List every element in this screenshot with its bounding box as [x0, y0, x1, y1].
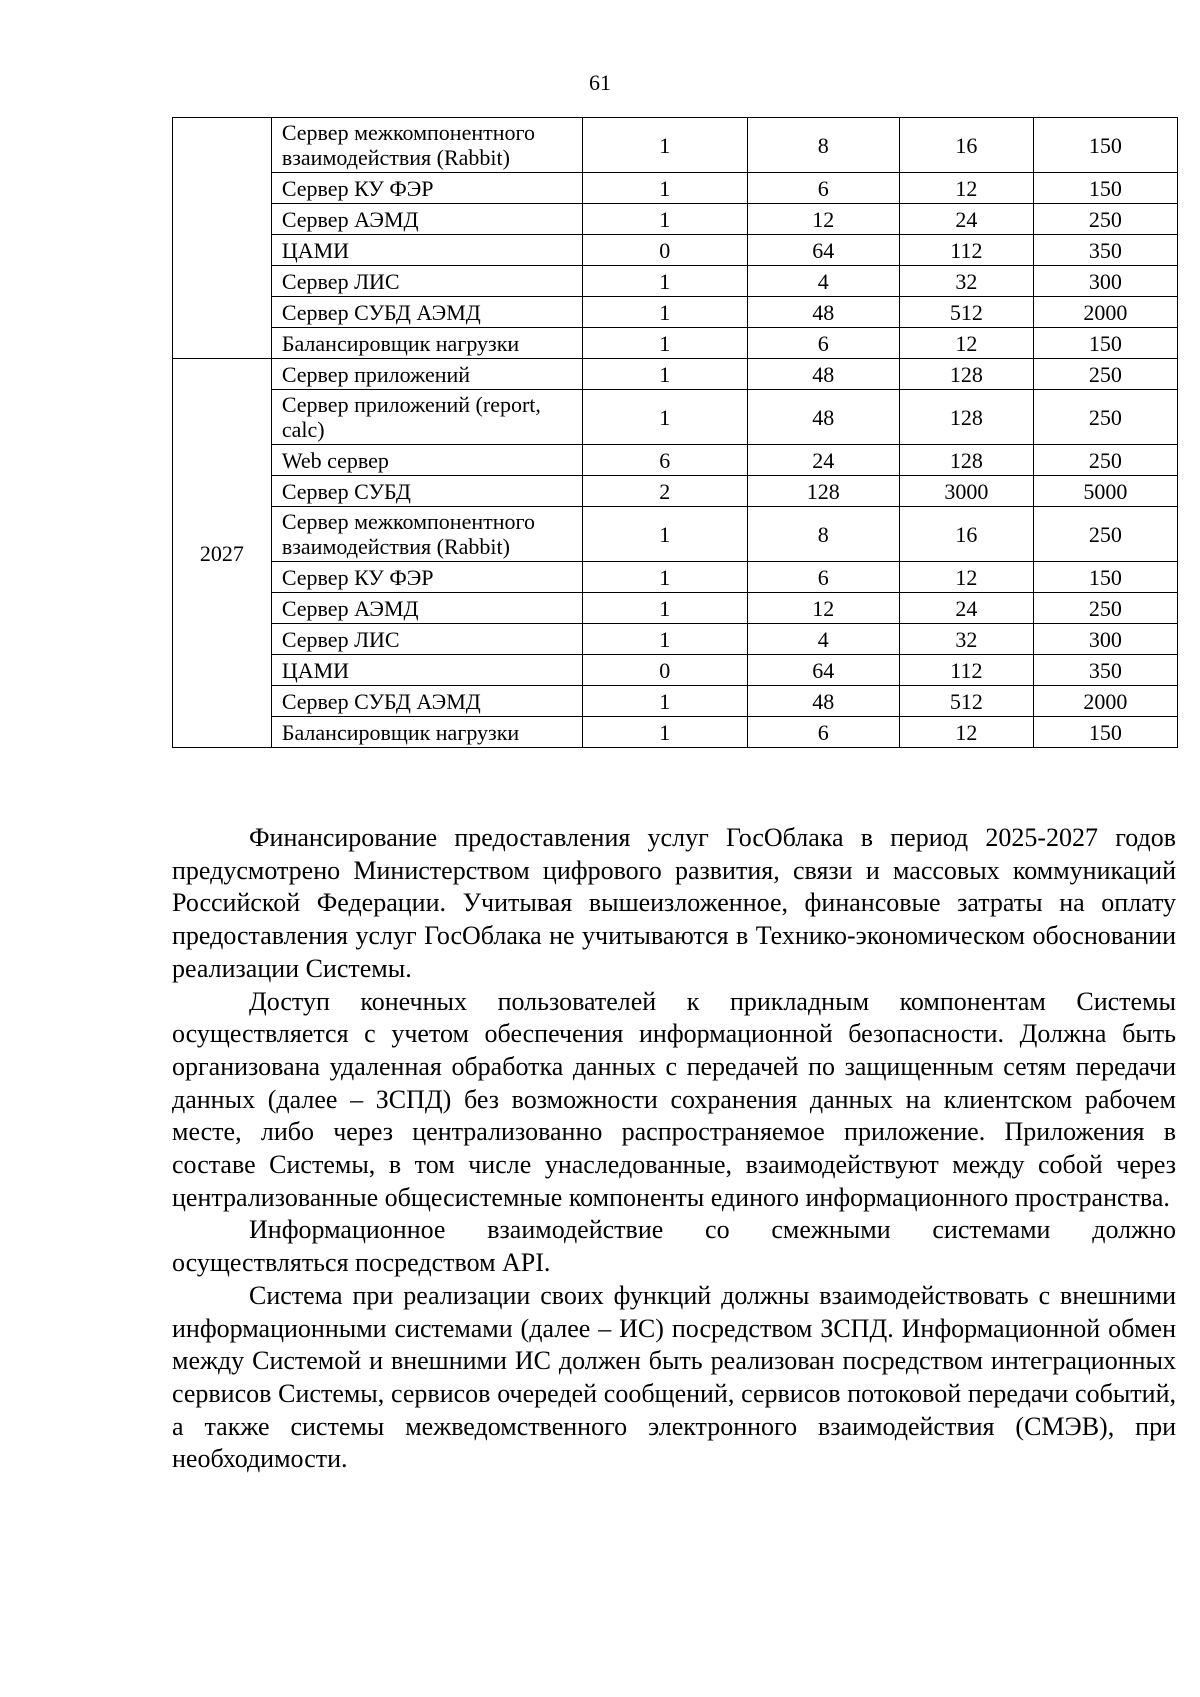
value-cell-c3: 512 [899, 686, 1033, 717]
value-cell-c4: 2000 [1033, 297, 1177, 328]
value-cell-c4: 250 [1033, 359, 1177, 390]
value-cell-c4: 150 [1033, 717, 1177, 748]
table-row [173, 328, 1178, 359]
value-cell-c4: 150 [1033, 328, 1177, 359]
value-cell-c1: 1 [582, 297, 747, 328]
value-cell-c1: 1 [582, 173, 747, 204]
value-cell-c2: 48 [747, 390, 899, 445]
value-cell-c1: 2 [582, 476, 747, 507]
table-row [173, 655, 1178, 686]
server-name-cell: Сервер межкомпонентного взаимодействия (Rabbit) [271, 507, 582, 562]
table-body [173, 118, 1178, 748]
value-cell-c1: 1 [582, 328, 747, 359]
value-cell-c4: 150 [1033, 562, 1177, 593]
value-cell-c4: 300 [1033, 624, 1177, 655]
value-cell-c4: 5000 [1033, 476, 1177, 507]
table-row [173, 686, 1178, 717]
value-cell-c4: 2000 [1033, 686, 1177, 717]
value-cell-c3: 128 [899, 359, 1033, 390]
table-row [173, 235, 1178, 266]
value-cell-c1: 1 [582, 562, 747, 593]
value-cell-c2: 6 [747, 328, 899, 359]
value-cell-c2: 6 [747, 173, 899, 204]
value-cell-c4: 250 [1033, 390, 1177, 445]
value-cell-c2: 8 [747, 118, 899, 173]
value-cell-c4: 250 [1033, 507, 1177, 562]
value-cell-c3: 32 [899, 624, 1033, 655]
value-cell-c2: 4 [747, 624, 899, 655]
value-cell-c3: 3000 [899, 476, 1033, 507]
table-row [173, 476, 1178, 507]
server-name-cell: Сервер приложений (report, calc) [271, 390, 582, 445]
server-name-cell: Сервер АЭМД [271, 593, 582, 624]
table-row [173, 624, 1178, 655]
server-name-cell: Web сервер [271, 445, 582, 476]
server-name-cell: Сервер СУБД АЭМД [271, 686, 582, 717]
value-cell-c3: 12 [899, 328, 1033, 359]
value-cell-c3: 512 [899, 297, 1033, 328]
table-row [173, 173, 1178, 204]
value-cell-c3: 12 [899, 562, 1033, 593]
server-name-cell: Сервер СУБД АЭМД [271, 297, 582, 328]
value-cell-c1: 1 [582, 593, 747, 624]
table-row [173, 445, 1178, 476]
value-cell-c2: 8 [747, 507, 899, 562]
server-name-cell: Сервер АЭМД [271, 204, 582, 235]
server-name-cell: Балансировщик нагрузки [271, 717, 582, 748]
table-row [173, 717, 1178, 748]
value-cell-c1: 1 [582, 507, 747, 562]
value-cell-c1: 1 [582, 624, 747, 655]
paragraph-access: Доступ конечных пользователей к прикладным компонентам Системы осуществляется с учетом обеспечения информационной безопасности. Должна быть организована удаленная обработка данных с передачей по защищенным сетям передачи данных (далее – ЗСПД) без возможности сохранения данных на клиентском рабочем месте, либо через централизованно распространяемое приложение. Приложения в составе Системы, в том числе унаследованные, взаимодействуют между собой через централизованные общесистемные компоненты единого информационного пространства. [172, 986, 1176, 1212]
table-row [173, 266, 1178, 297]
server-name-cell: Сервер КУ ФЭР [271, 173, 582, 204]
table-row [173, 593, 1178, 624]
server-name-cell: Сервер СУБД [271, 476, 582, 507]
value-cell-c2: 64 [747, 235, 899, 266]
value-cell-c1: 1 [582, 266, 747, 297]
server-name-cell: Сервер ЛИС [271, 266, 582, 297]
value-cell-c1: 0 [582, 235, 747, 266]
server-name-cell: Сервер приложений [271, 359, 582, 390]
value-cell-c2: 48 [747, 359, 899, 390]
value-cell-c4: 150 [1033, 118, 1177, 173]
table-row [173, 204, 1178, 235]
server-name-cell: Сервер межкомпонентного взаимодействия (Rabbit) [271, 118, 582, 173]
value-cell-c2: 64 [747, 655, 899, 686]
value-cell-c1: 1 [582, 359, 747, 390]
value-cell-c4: 150 [1033, 173, 1177, 204]
value-cell-c4: 250 [1033, 593, 1177, 624]
server-name-cell: Балансировщик нагрузки [271, 328, 582, 359]
body-text [172, 822, 1176, 1476]
value-cell-c3: 32 [899, 266, 1033, 297]
table-row [173, 390, 1178, 445]
value-cell-c2: 48 [747, 297, 899, 328]
value-cell-c2: 128 [747, 476, 899, 507]
value-cell-c2: 4 [747, 266, 899, 297]
value-cell-c1: 1 [582, 204, 747, 235]
value-cell-c2: 12 [747, 204, 899, 235]
value-cell-c3: 16 [899, 118, 1033, 173]
value-cell-c4: 350 [1033, 655, 1177, 686]
value-cell-c2: 48 [747, 686, 899, 717]
value-cell-c3: 112 [899, 655, 1033, 686]
value-cell-c1: 6 [582, 445, 747, 476]
value-cell-c2: 24 [747, 445, 899, 476]
value-cell-c1: 1 [582, 686, 747, 717]
server-name-cell: Сервер ЛИС [271, 624, 582, 655]
value-cell-c3: 24 [899, 204, 1033, 235]
server-name-cell: ЦАМИ [271, 235, 582, 266]
value-cell-c4: 350 [1033, 235, 1177, 266]
table-row [173, 359, 1178, 390]
server-spec-table [172, 117, 1178, 748]
value-cell-c2: 6 [747, 717, 899, 748]
value-cell-c4: 250 [1033, 445, 1177, 476]
page-number: 61 [589, 70, 611, 95]
value-cell-c1: 0 [582, 655, 747, 686]
table-row [173, 562, 1178, 593]
table-row [173, 297, 1178, 328]
value-cell-c1: 1 [582, 390, 747, 445]
value-cell-c4: 250 [1033, 204, 1177, 235]
paragraph-integration: Информационное взаимодействие со смежными системами должно осуществляться посредством API. [172, 1215, 1176, 1278]
value-cell-c3: 128 [899, 445, 1033, 476]
paragraph-interaction: Система при реализации своих функций должны взаимодействовать с внешними информационными системами (далее – ИС) посредством ЗСПД. Информационной обмен между Системой и внешними ИС должен быть реализован посредством интеграционных сервисов Системы, сервисов очередей сообщений, сервисов потоковой передачи событий, а также системы межведомственного электронного взаимодействия (СМЭВ), при необходимости. [172, 1280, 1176, 1474]
server-name-cell: ЦАМИ [271, 655, 582, 686]
value-cell-c2: 12 [747, 593, 899, 624]
value-cell-c3: 128 [899, 390, 1033, 445]
paragraph-financing: Финансирование предоставления услуг ГосОблака в период 2025-2027 годов предусмотрено Министерством цифрового развития, связи и массовых коммуникаций Российской Федерации. Учитывая вышеизложенное, финансовые затраты на оплату предоставления услуг ГосОблака не учитываются в Технико-экономическом обосновании реализации Системы. [172, 823, 1176, 983]
table-row [173, 118, 1178, 173]
value-cell-c4: 300 [1033, 266, 1177, 297]
value-cell-c3: 12 [899, 173, 1033, 204]
table-row [173, 507, 1178, 562]
value-cell-c3: 16 [899, 507, 1033, 562]
year-cell [173, 118, 272, 359]
value-cell-c3: 12 [899, 717, 1033, 748]
server-name-cell: Сервер КУ ФЭР [271, 562, 582, 593]
year-cell: 2027 [173, 359, 272, 748]
value-cell-c3: 112 [899, 235, 1033, 266]
value-cell-c3: 24 [899, 593, 1033, 624]
value-cell-c2: 6 [747, 562, 899, 593]
value-cell-c1: 1 [582, 118, 747, 173]
value-cell-c1: 1 [582, 717, 747, 748]
